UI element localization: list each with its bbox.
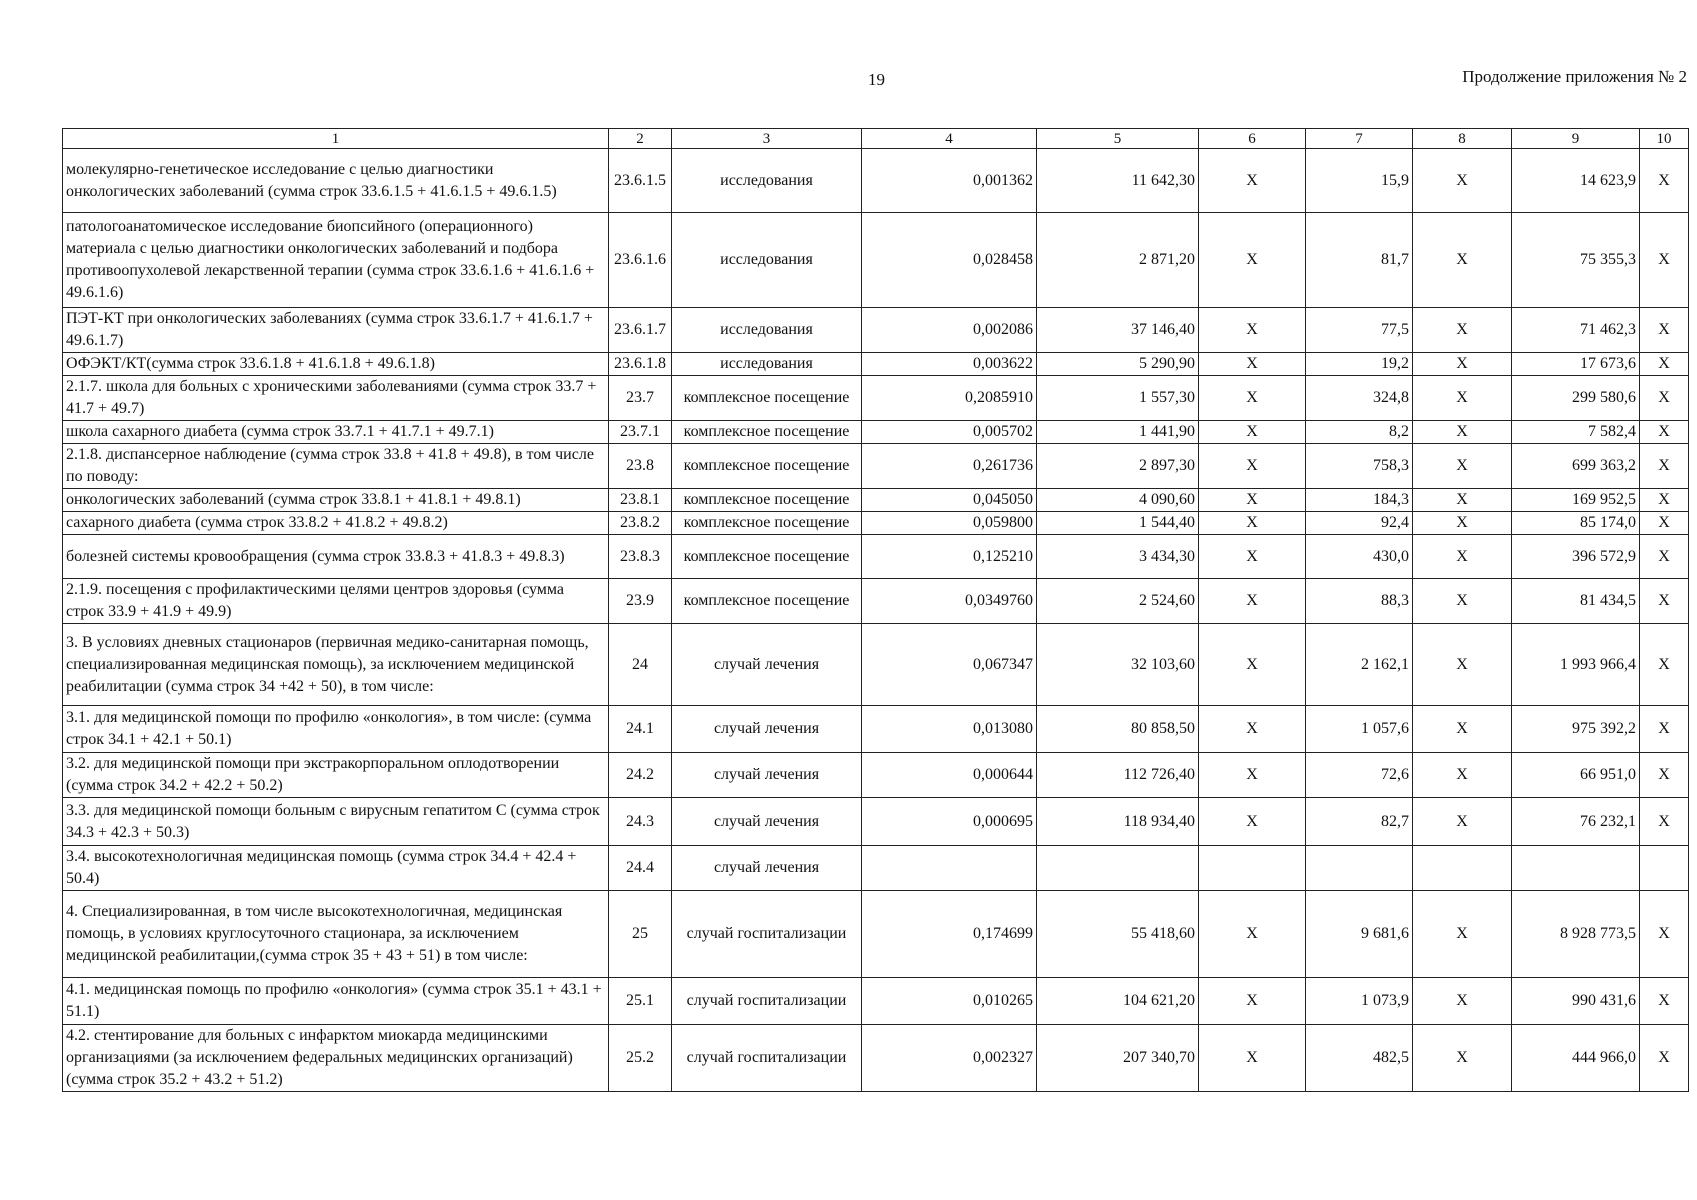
value-col-7: 72,6 <box>1306 753 1413 798</box>
value-col-7: 482,5 <box>1306 1025 1413 1092</box>
value-col-8: X <box>1413 444 1512 489</box>
value-col-7: 9 681,6 <box>1306 891 1413 978</box>
row-description: сахарного диабета (сумма строк 33.8.2 + 41.8.2 + 49.8.2) <box>63 512 609 535</box>
value-col-5: 2 897,30 <box>1037 444 1199 489</box>
table-body <box>63 149 1689 1092</box>
row-description: болезней системы кровообращения (сумма строк 33.8.3 + 41.8.3 + 49.8.3) <box>63 535 609 579</box>
value-col-4: 0,261736 <box>862 444 1037 489</box>
appendix-continuation-label: Продолжение приложения № 2 <box>1462 67 1687 86</box>
value-col-9: 17 673,6 <box>1512 353 1640 376</box>
unit-of-measure: комплексное посещение <box>672 535 862 579</box>
value-col-9: 444 966,0 <box>1512 1025 1640 1092</box>
value-col-9: 699 363,2 <box>1512 444 1640 489</box>
row-description: 3.1. для медицинской помощи по профилю «онкология», в том числе: (сумма строк 34.1 + 42.1 + 50.1) <box>63 706 609 753</box>
value-col-8: X <box>1413 1025 1512 1092</box>
value-col-9: 975 392,2 <box>1512 706 1640 753</box>
table-row <box>63 1025 1689 1092</box>
table-row <box>63 213 1689 308</box>
value-col-7: 19,2 <box>1306 353 1413 376</box>
value-col-4: 0,005702 <box>862 421 1037 444</box>
value-col-9 <box>1512 846 1640 891</box>
row-description: 3. В условиях дневных стационаров (первичная медико-санитарная помощь, специализированная медицинская помощь), за исключением медицинской реабилитации (сумма строк 34 +42 + 50), в том числе: <box>63 624 609 706</box>
value-col-9: 169 952,5 <box>1512 489 1640 512</box>
value-col-6: X <box>1199 706 1306 753</box>
unit-of-measure: комплексное посещение <box>672 489 862 512</box>
value-col-9: 396 572,9 <box>1512 535 1640 579</box>
value-col-4: 0,000644 <box>862 753 1037 798</box>
table-row <box>63 444 1689 489</box>
value-col-10: X <box>1640 978 1689 1025</box>
value-col-8: X <box>1413 149 1512 213</box>
row-code: 23.9 <box>609 579 672 624</box>
value-col-6: X <box>1199 421 1306 444</box>
value-col-10: X <box>1640 308 1689 353</box>
value-col-6: X <box>1199 444 1306 489</box>
value-col-10: X <box>1640 512 1689 535</box>
value-col-10: X <box>1640 579 1689 624</box>
value-col-10: X <box>1640 444 1689 489</box>
row-description: 2.1.7. школа для больных с хроническими заболеваниями (сумма строк 33.7 + 41.7 + 49.7) <box>63 376 609 421</box>
value-col-10: X <box>1640 353 1689 376</box>
value-col-7: 92,4 <box>1306 512 1413 535</box>
value-col-4: 0,001362 <box>862 149 1037 213</box>
value-col-9: 299 580,6 <box>1512 376 1640 421</box>
table-row <box>63 753 1689 798</box>
row-description: патологоанатомическое исследование биопсийного (операционного) материала с целью диагностики онкологических заболеваний и подбора противоопухолевой лекарственной терапии (сумма строк 33.6.1.6 + 41.6.1.6 + 49.6.1.6) <box>63 213 609 308</box>
table-row <box>63 421 1689 444</box>
value-col-10: X <box>1640 891 1689 978</box>
value-col-9: 8 928 773,5 <box>1512 891 1640 978</box>
value-col-5: 207 340,70 <box>1037 1025 1199 1092</box>
value-col-5: 112 726,40 <box>1037 753 1199 798</box>
value-col-4: 0,010265 <box>862 978 1037 1025</box>
unit-of-measure: комплексное посещение <box>672 512 862 535</box>
value-col-7: 77,5 <box>1306 308 1413 353</box>
value-col-8: X <box>1413 706 1512 753</box>
unit-of-measure: исследования <box>672 213 862 308</box>
row-description: 2.1.8. диспансерное наблюдение (сумма строк 33.8 + 41.8 + 49.8), в том числе по поводу: <box>63 444 609 489</box>
value-col-10: X <box>1640 706 1689 753</box>
value-col-5: 1 557,30 <box>1037 376 1199 421</box>
value-col-8: X <box>1413 512 1512 535</box>
value-col-5: 1 544,40 <box>1037 512 1199 535</box>
col-header-3: 3 <box>672 129 862 149</box>
value-col-6: X <box>1199 1025 1306 1092</box>
value-col-4: 0,028458 <box>862 213 1037 308</box>
row-description: 2.1.9. посещения с профилактическими целями центров здоровья (сумма строк 33.9 + 41.9 + 49.9) <box>63 579 609 624</box>
value-col-4: 0,125210 <box>862 535 1037 579</box>
value-col-10: X <box>1640 421 1689 444</box>
value-col-6: X <box>1199 489 1306 512</box>
value-col-9: 81 434,5 <box>1512 579 1640 624</box>
value-col-9: 14 623,9 <box>1512 149 1640 213</box>
table-row <box>63 798 1689 846</box>
unit-of-measure: комплексное посещение <box>672 579 862 624</box>
value-col-7: 81,7 <box>1306 213 1413 308</box>
unit-of-measure: случай лечения <box>672 753 862 798</box>
row-description: ПЭТ-КТ при онкологических заболеваниях (сумма строк 33.6.1.7 + 41.6.1.7 + 49.6.1.7) <box>63 308 609 353</box>
value-col-5: 80 858,50 <box>1037 706 1199 753</box>
value-col-6: X <box>1199 512 1306 535</box>
value-col-9: 76 232,1 <box>1512 798 1640 846</box>
value-col-7: 2 162,1 <box>1306 624 1413 706</box>
value-col-6: X <box>1199 353 1306 376</box>
row-description: 4.2. стентирование для больных с инфарктом миокарда медицинскими организациями (за исключением федеральных медицинских организаций) (сумма строк 35.2 + 43.2 + 51.2) <box>63 1025 609 1092</box>
row-code: 24.1 <box>609 706 672 753</box>
value-col-5: 11 642,30 <box>1037 149 1199 213</box>
value-col-5: 104 621,20 <box>1037 978 1199 1025</box>
value-col-5: 2 524,60 <box>1037 579 1199 624</box>
row-description: молекулярно-генетическое исследование с целью диагностики онкологических заболеваний (сумма строк 33.6.1.5 + 41.6.1.5 + 49.6.1.5) <box>63 149 609 213</box>
row-code: 23.6.1.8 <box>609 353 672 376</box>
value-col-5: 32 103,60 <box>1037 624 1199 706</box>
value-col-9: 75 355,3 <box>1512 213 1640 308</box>
row-description: 4. Специализированная, в том числе высокотехнологичная, медицинская помощь, в условиях круглосуточного стационара, за исключением медицинской реабилитации,(сумма строк 35 + 43 + 51) в том числе: <box>63 891 609 978</box>
col-header-1: 1 <box>63 129 609 149</box>
table-row <box>63 978 1689 1025</box>
value-col-4: 0,003622 <box>862 353 1037 376</box>
col-header-8: 8 <box>1413 129 1512 149</box>
value-col-10: X <box>1640 753 1689 798</box>
col-header-9: 9 <box>1512 129 1640 149</box>
value-col-4: 0,2085910 <box>862 376 1037 421</box>
value-col-8 <box>1413 846 1512 891</box>
row-code: 23.8.2 <box>609 512 672 535</box>
table-row <box>63 489 1689 512</box>
value-col-6: X <box>1199 891 1306 978</box>
row-code: 24.4 <box>609 846 672 891</box>
value-col-7: 8,2 <box>1306 421 1413 444</box>
value-col-8: X <box>1413 421 1512 444</box>
value-col-10 <box>1640 846 1689 891</box>
value-col-7: 1 057,6 <box>1306 706 1413 753</box>
value-col-7: 82,7 <box>1306 798 1413 846</box>
data-table <box>62 128 1689 1092</box>
value-col-10: X <box>1640 624 1689 706</box>
unit-of-measure: случай госпитализации <box>672 1025 862 1092</box>
value-col-4: 0,059800 <box>862 512 1037 535</box>
value-col-9: 71 462,3 <box>1512 308 1640 353</box>
row-code: 23.7 <box>609 376 672 421</box>
value-col-4: 0,0349760 <box>862 579 1037 624</box>
value-col-10: X <box>1640 798 1689 846</box>
row-code: 23.6.1.5 <box>609 149 672 213</box>
value-col-4 <box>862 846 1037 891</box>
value-col-8: X <box>1413 978 1512 1025</box>
value-col-10: X <box>1640 535 1689 579</box>
value-col-5: 55 418,60 <box>1037 891 1199 978</box>
table-row <box>63 535 1689 579</box>
value-col-7: 430,0 <box>1306 535 1413 579</box>
value-col-5: 37 146,40 <box>1037 308 1199 353</box>
value-col-9: 85 174,0 <box>1512 512 1640 535</box>
value-col-5: 118 934,40 <box>1037 798 1199 846</box>
value-col-4: 0,067347 <box>862 624 1037 706</box>
row-code: 23.7.1 <box>609 421 672 444</box>
value-col-8: X <box>1413 624 1512 706</box>
value-col-9: 7 582,4 <box>1512 421 1640 444</box>
unit-of-measure: исследования <box>672 353 862 376</box>
col-header-6: 6 <box>1199 129 1306 149</box>
value-col-6: X <box>1199 798 1306 846</box>
value-col-10: X <box>1640 1025 1689 1092</box>
col-header-10: 10 <box>1640 129 1689 149</box>
row-code: 23.6.1.7 <box>609 308 672 353</box>
value-col-6: X <box>1199 978 1306 1025</box>
table-row <box>63 891 1689 978</box>
row-code: 25.1 <box>609 978 672 1025</box>
unit-of-measure: случай лечения <box>672 624 862 706</box>
table-row <box>63 579 1689 624</box>
unit-of-measure: случай лечения <box>672 798 862 846</box>
value-col-7: 758,3 <box>1306 444 1413 489</box>
value-col-6: X <box>1199 624 1306 706</box>
page-number: 19 <box>868 70 885 89</box>
value-col-6: X <box>1199 753 1306 798</box>
row-code: 24 <box>609 624 672 706</box>
value-col-7: 88,3 <box>1306 579 1413 624</box>
unit-of-measure: комплексное посещение <box>672 376 862 421</box>
value-col-8: X <box>1413 489 1512 512</box>
row-code: 23.8.3 <box>609 535 672 579</box>
value-col-10: X <box>1640 213 1689 308</box>
row-description: 4.1. медицинская помощь по профилю «онкология» (сумма строк 35.1 + 43.1 + 51.1) <box>63 978 609 1025</box>
table-row <box>63 706 1689 753</box>
col-header-2: 2 <box>609 129 672 149</box>
value-col-9: 66 951,0 <box>1512 753 1640 798</box>
row-code: 25.2 <box>609 1025 672 1092</box>
unit-of-measure: случай лечения <box>672 706 862 753</box>
value-col-8: X <box>1413 376 1512 421</box>
row-code: 24.2 <box>609 753 672 798</box>
unit-of-measure: случай госпитализации <box>672 978 862 1025</box>
value-col-5: 5 290,90 <box>1037 353 1199 376</box>
row-code: 23.6.1.6 <box>609 213 672 308</box>
value-col-8: X <box>1413 798 1512 846</box>
value-col-7: 324,8 <box>1306 376 1413 421</box>
row-description: 3.2. для медицинской помощи при экстракорпоральном оплодотворении (сумма строк 34.2 + 42.2 + 50.2) <box>63 753 609 798</box>
value-col-7 <box>1306 846 1413 891</box>
value-col-8: X <box>1413 753 1512 798</box>
value-col-6: X <box>1199 308 1306 353</box>
value-col-4: 0,174699 <box>862 891 1037 978</box>
value-col-9: 990 431,6 <box>1512 978 1640 1025</box>
col-header-5: 5 <box>1037 129 1199 149</box>
value-col-8: X <box>1413 308 1512 353</box>
value-col-4: 0,002327 <box>862 1025 1037 1092</box>
table-row <box>63 149 1689 213</box>
value-col-5: 3 434,30 <box>1037 535 1199 579</box>
table-row <box>63 624 1689 706</box>
value-col-7: 1 073,9 <box>1306 978 1413 1025</box>
value-col-8: X <box>1413 353 1512 376</box>
row-code: 23.8.1 <box>609 489 672 512</box>
row-description: школа сахарного диабета (сумма строк 33.7.1 + 41.7.1 + 49.7.1) <box>63 421 609 444</box>
value-col-10: X <box>1640 149 1689 213</box>
value-col-10: X <box>1640 489 1689 512</box>
value-col-4: 0,002086 <box>862 308 1037 353</box>
value-col-5: 1 441,90 <box>1037 421 1199 444</box>
unit-of-measure: исследования <box>672 308 862 353</box>
value-col-10: X <box>1640 376 1689 421</box>
value-col-4: 0,000695 <box>862 798 1037 846</box>
value-col-9: 1 993 966,4 <box>1512 624 1640 706</box>
unit-of-measure: комплексное посещение <box>672 421 862 444</box>
unit-of-measure: комплексное посещение <box>672 444 862 489</box>
unit-of-measure: случай лечения <box>672 846 862 891</box>
row-description: 3.4. высокотехнологичная медицинская помощь (сумма строк 34.4 + 42.4 + 50.4) <box>63 846 609 891</box>
row-description: ОФЭКТ/КТ(сумма строк 33.6.1.8 + 41.6.1.8 + 49.6.1.8) <box>63 353 609 376</box>
value-col-4: 0,013080 <box>862 706 1037 753</box>
col-header-4: 4 <box>862 129 1037 149</box>
value-col-5: 4 090,60 <box>1037 489 1199 512</box>
header-row <box>63 129 1689 149</box>
table-row <box>63 353 1689 376</box>
value-col-6: X <box>1199 535 1306 579</box>
table-row <box>63 308 1689 353</box>
col-header-7: 7 <box>1306 129 1413 149</box>
unit-of-measure: исследования <box>672 149 862 213</box>
value-col-6: X <box>1199 149 1306 213</box>
value-col-7: 15,9 <box>1306 149 1413 213</box>
table-row <box>63 846 1689 891</box>
table-row <box>63 512 1689 535</box>
value-col-6 <box>1199 846 1306 891</box>
row-description: онкологических заболеваний (сумма строк 33.8.1 + 41.8.1 + 49.8.1) <box>63 489 609 512</box>
row-description: 3.3. для медицинской помощи больным с вирусным гепатитом С (сумма строк 34.3 + 42.3 + 50.3) <box>63 798 609 846</box>
unit-of-measure: случай госпитализации <box>672 891 862 978</box>
value-col-6: X <box>1199 376 1306 421</box>
value-col-8: X <box>1413 535 1512 579</box>
value-col-8: X <box>1413 213 1512 308</box>
value-col-5 <box>1037 846 1199 891</box>
value-col-6: X <box>1199 579 1306 624</box>
value-col-6: X <box>1199 213 1306 308</box>
value-col-7: 184,3 <box>1306 489 1413 512</box>
value-col-4: 0,045050 <box>862 489 1037 512</box>
row-code: 25 <box>609 891 672 978</box>
row-code: 24.3 <box>609 798 672 846</box>
value-col-8: X <box>1413 891 1512 978</box>
value-col-8: X <box>1413 579 1512 624</box>
row-code: 23.8 <box>609 444 672 489</box>
value-col-5: 2 871,20 <box>1037 213 1199 308</box>
table-row <box>63 376 1689 421</box>
